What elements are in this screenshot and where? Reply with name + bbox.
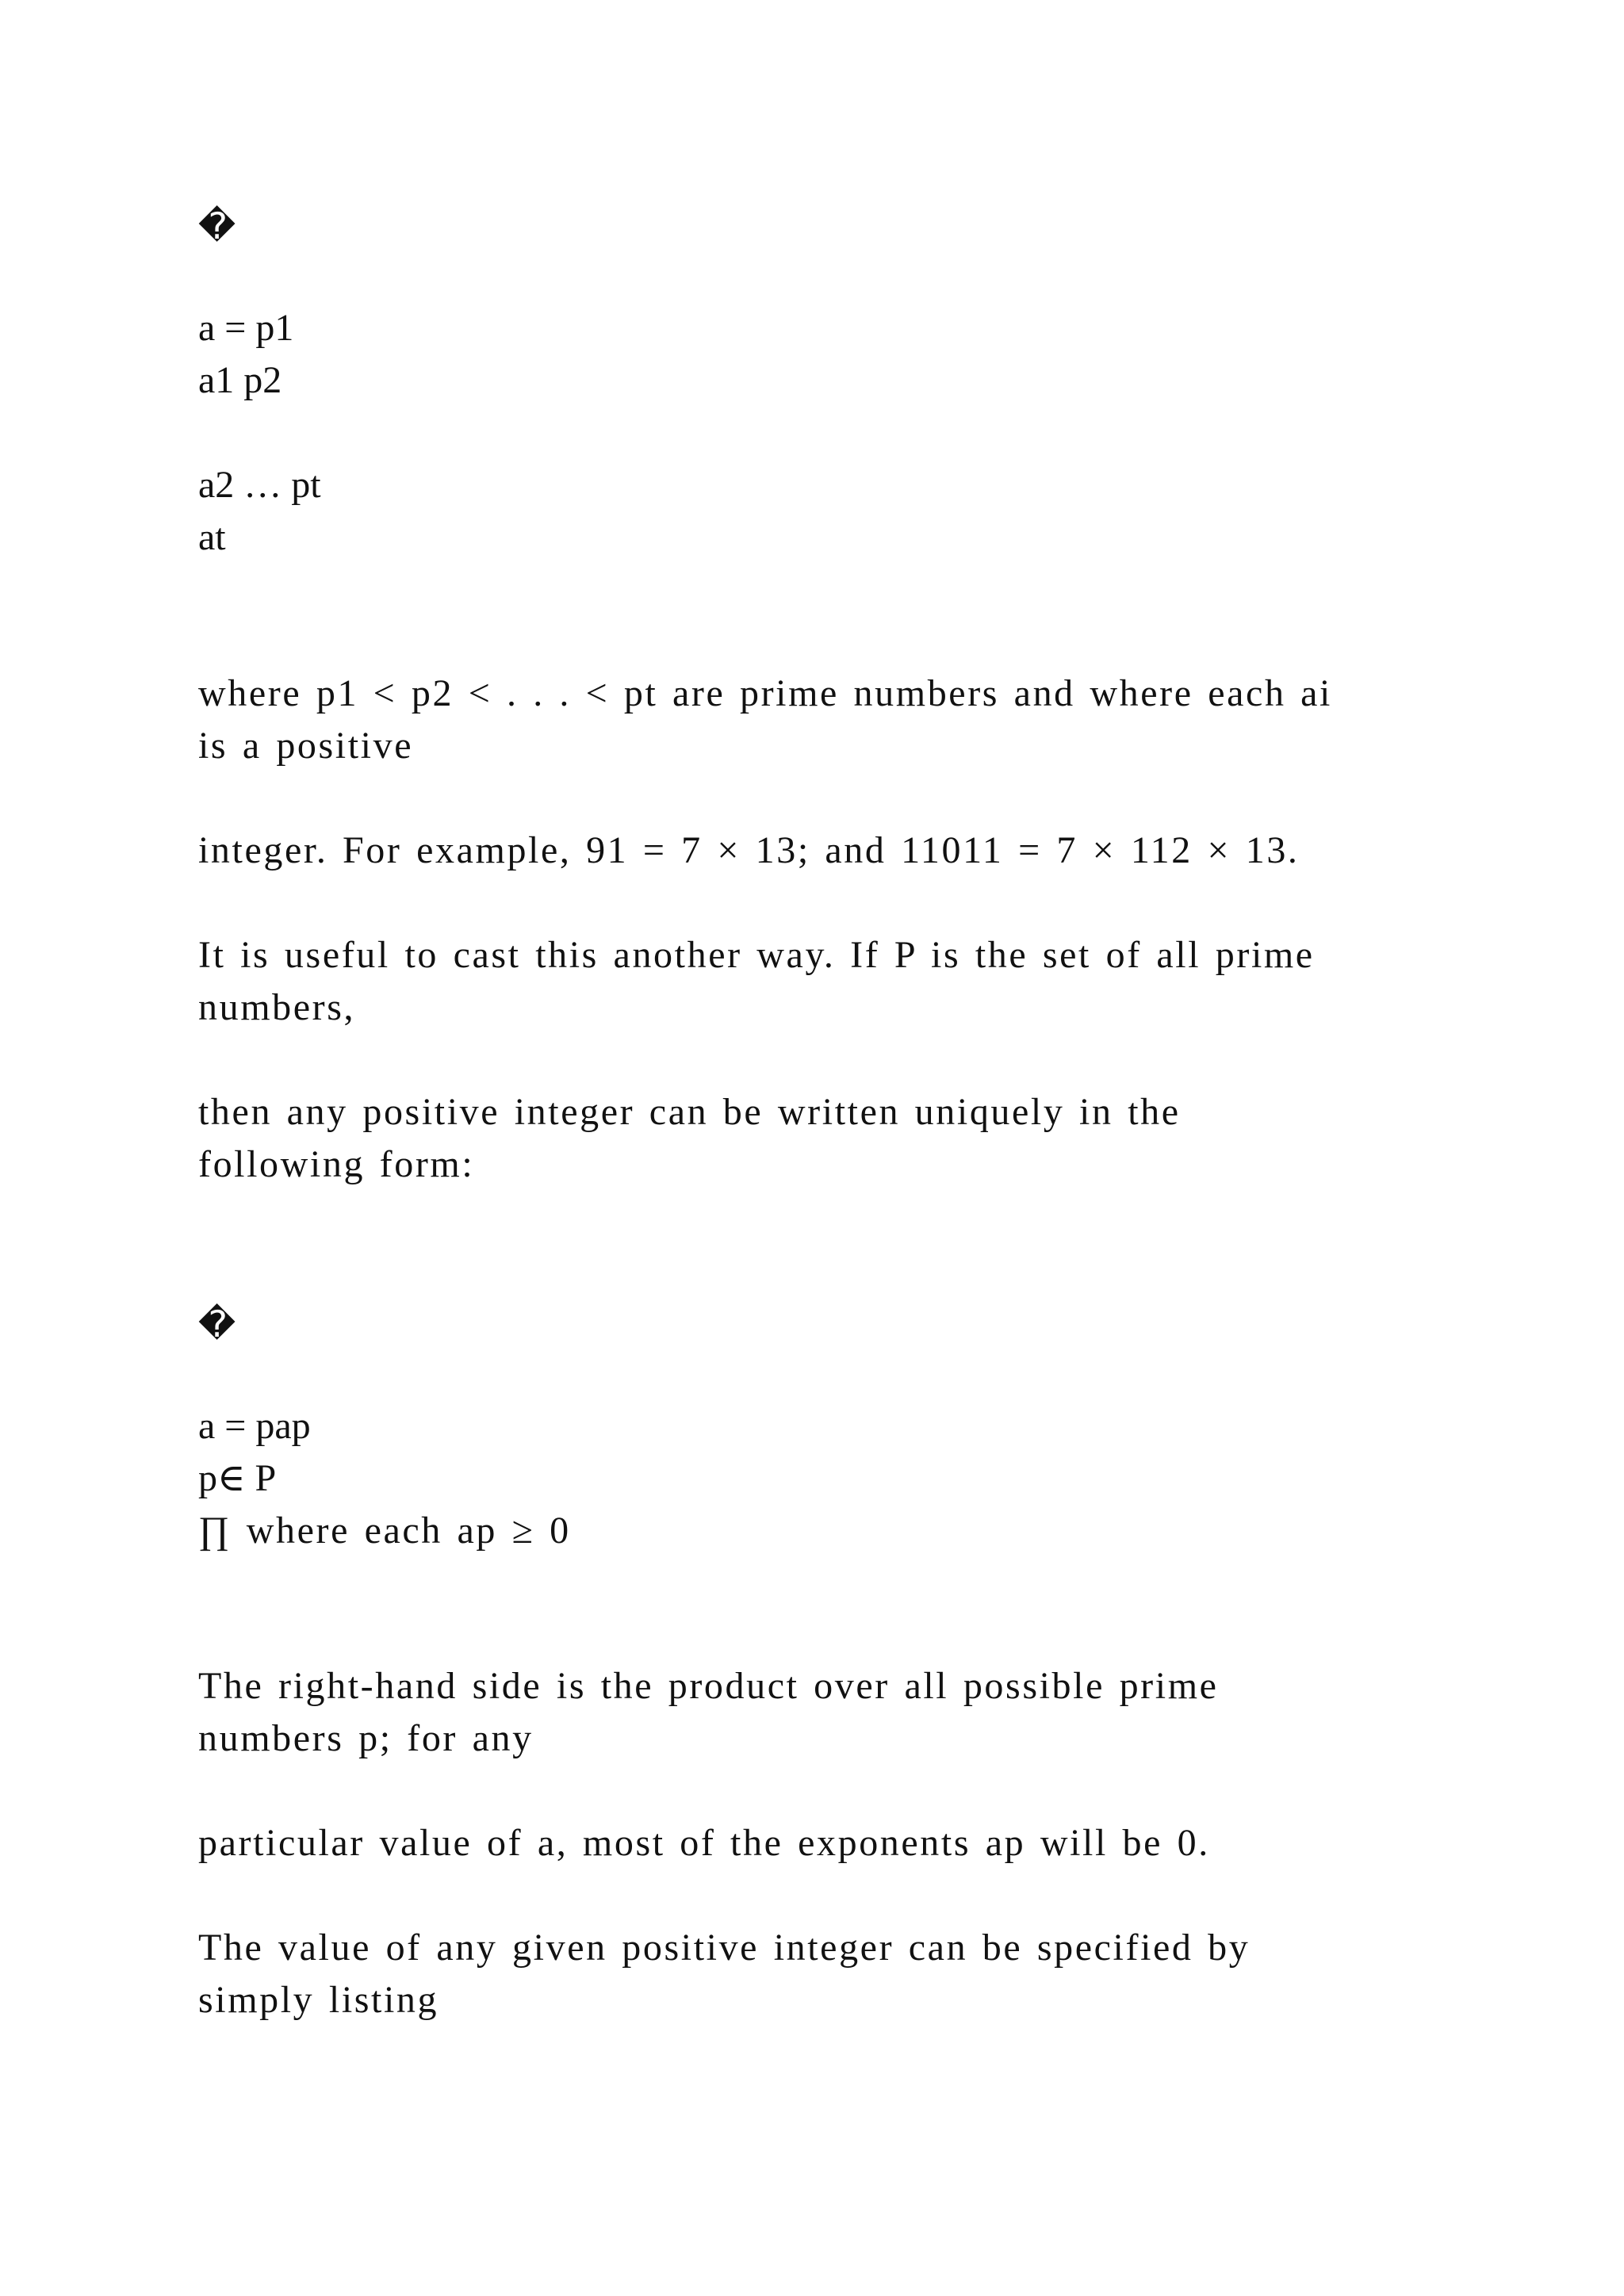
replacement-glyph-1: � bbox=[198, 205, 236, 247]
formula-line-6: p∈ P bbox=[198, 1457, 277, 1499]
paragraph-line-6: then any positive integer can be written uniquely in the bbox=[198, 1091, 1181, 1133]
paragraph-line-1: where p1 < p2 < . . . < pt are prime numbers and where each ai bbox=[198, 672, 1332, 714]
paragraph-line-9: numbers p; for any bbox=[198, 1717, 534, 1759]
paragraph-line-11: The value of any given positive integer can be specified by bbox=[198, 1927, 1251, 1969]
paragraph-line-5: numbers, bbox=[198, 986, 356, 1028]
paragraph-line-12: simply listing bbox=[198, 1979, 439, 2021]
formula-line-5: a = pap bbox=[198, 1405, 311, 1447]
paragraph-line-4: It is useful to cast this another way. If P is the set of all prime bbox=[198, 934, 1315, 976]
formula-line-7: ∏ where each ap ≥ 0 bbox=[198, 1510, 571, 1552]
paragraph-line-2: is a positive bbox=[198, 725, 414, 767]
replacement-glyph-2: � bbox=[198, 1303, 236, 1345]
paragraph-line-3: integer. For example, 91 = 7 × 13; and 11011 = 7 × 112 × 13. bbox=[198, 829, 1300, 871]
paragraph-line-10: particular value of a, most of the exponents ap will be 0. bbox=[198, 1822, 1210, 1864]
formula-line-3: a2 … pt bbox=[198, 464, 321, 506]
paragraph-line-8: The right-hand side is the product over all possible prime bbox=[198, 1665, 1219, 1707]
formula-line-4: at bbox=[198, 516, 226, 558]
formula-line-1: a = p1 bbox=[198, 307, 294, 349]
formula-line-2: a1 p2 bbox=[198, 359, 282, 401]
paragraph-line-7: following form: bbox=[198, 1143, 475, 1185]
